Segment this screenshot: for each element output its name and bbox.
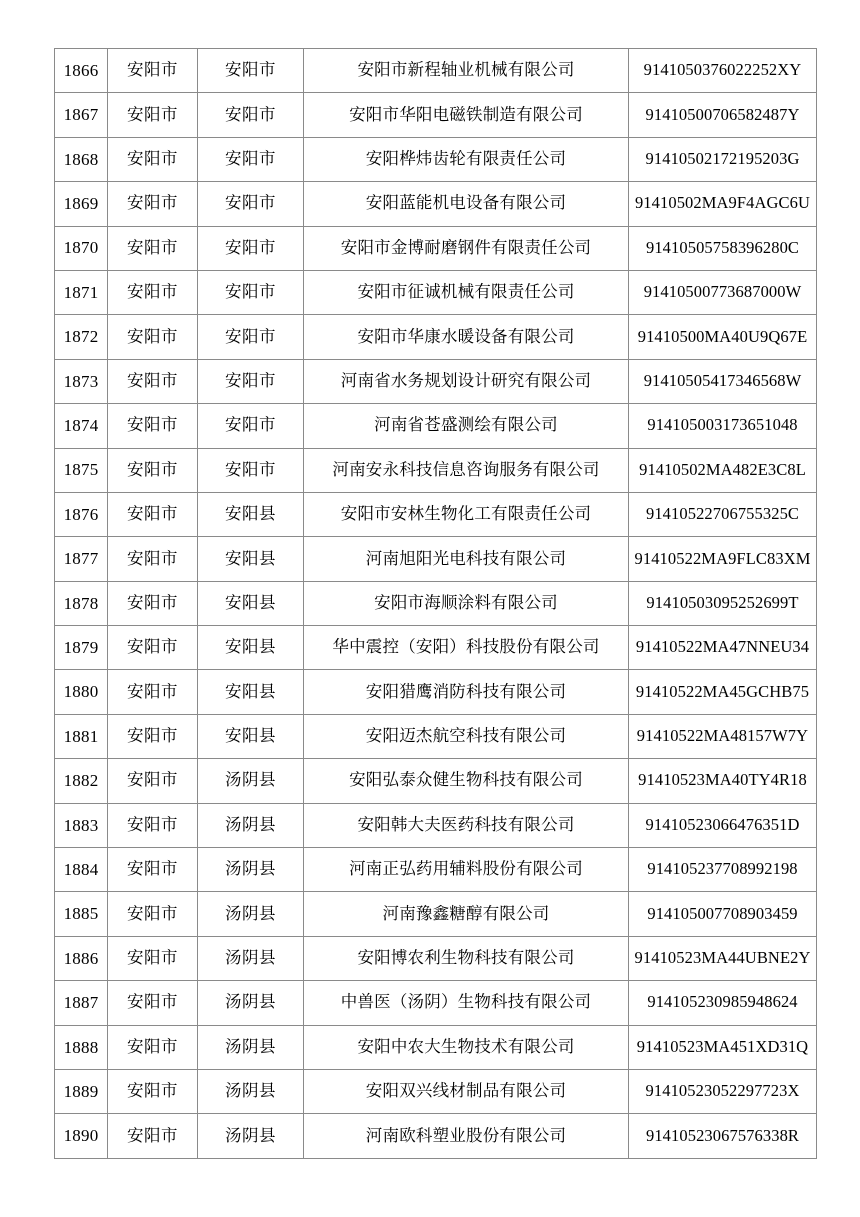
city-cell: 安阳市 — [108, 137, 198, 181]
table-row — [55, 848, 817, 892]
enterprise-name-cell: 河南欧科塑业股份有限公司 — [304, 1114, 629, 1158]
enterprise-name-cell: 安阳市征诚机械有限责任公司 — [304, 270, 629, 314]
city-cell: 安阳市 — [108, 1025, 198, 1069]
enterprise-name-cell: 安阳迈杰航空科技有限公司 — [304, 714, 629, 758]
county-cell: 汤阴县 — [198, 981, 304, 1025]
county-cell: 安阳县 — [198, 581, 304, 625]
table-row — [55, 537, 817, 581]
table-row — [55, 714, 817, 758]
table-row — [55, 803, 817, 847]
credit-code-cell: 91410522MA9FLC83XM — [629, 537, 817, 581]
row-index-cell: 1882 — [55, 759, 108, 803]
table-container — [54, 48, 816, 1159]
credit-code-cell: 91410522MA48157W7Y — [629, 714, 817, 758]
table-row — [55, 1114, 817, 1158]
enterprise-name-cell: 河南安永科技信息咨询服务有限公司 — [304, 448, 629, 492]
credit-code-cell: 91410523066476351D — [629, 803, 817, 847]
city-cell: 安阳市 — [108, 359, 198, 403]
table-row — [55, 93, 817, 137]
county-cell: 安阳市 — [198, 315, 304, 359]
county-cell: 安阳市 — [198, 404, 304, 448]
city-cell: 安阳市 — [108, 936, 198, 980]
city-cell: 安阳市 — [108, 803, 198, 847]
row-index-cell: 1888 — [55, 1025, 108, 1069]
credit-code-cell: 91410500773687000W — [629, 270, 817, 314]
credit-code-cell: 914105003173651048 — [629, 404, 817, 448]
credit-code-cell: 91410503095252699T — [629, 581, 817, 625]
row-index-cell: 1880 — [55, 670, 108, 714]
table-row — [55, 626, 817, 670]
enterprise-name-cell: 安阳市华阳电磁铁制造有限公司 — [304, 93, 629, 137]
county-cell: 安阳县 — [198, 714, 304, 758]
city-cell: 安阳市 — [108, 714, 198, 758]
row-index-cell: 1885 — [55, 892, 108, 936]
enterprise-name-cell: 安阳市华康水暖设备有限公司 — [304, 315, 629, 359]
enterprise-name-cell: 安阳市金博耐磨钢件有限责任公司 — [304, 226, 629, 270]
city-cell: 安阳市 — [108, 182, 198, 226]
enterprise-name-cell: 安阳市新程轴业机械有限公司 — [304, 49, 629, 93]
enterprise-name-cell: 河南豫鑫糖醇有限公司 — [304, 892, 629, 936]
credit-code-cell: 91410522MA47NNEU34 — [629, 626, 817, 670]
table-row — [55, 182, 817, 226]
enterprise-registry-table — [54, 48, 817, 1159]
county-cell: 汤阴县 — [198, 1025, 304, 1069]
row-index-cell: 1884 — [55, 848, 108, 892]
table-row — [55, 492, 817, 536]
credit-code-cell: 9141050376022252XY — [629, 49, 817, 93]
table-body — [55, 49, 817, 1159]
enterprise-name-cell: 安阳蓝能机电设备有限公司 — [304, 182, 629, 226]
table-row — [55, 137, 817, 181]
table-row — [55, 404, 817, 448]
city-cell: 安阳市 — [108, 270, 198, 314]
credit-code-cell: 914105230985948624 — [629, 981, 817, 1025]
credit-code-cell: 91410523067576338R — [629, 1114, 817, 1158]
enterprise-name-cell: 安阳市安林生物化工有限责任公司 — [304, 492, 629, 536]
enterprise-name-cell: 安阳猎鹰消防科技有限公司 — [304, 670, 629, 714]
row-index-cell: 1878 — [55, 581, 108, 625]
city-cell: 安阳市 — [108, 49, 198, 93]
row-index-cell: 1887 — [55, 981, 108, 1025]
county-cell: 汤阴县 — [198, 848, 304, 892]
row-index-cell: 1868 — [55, 137, 108, 181]
credit-code-cell: 91410502MA9F4AGC6U — [629, 182, 817, 226]
county-cell: 安阳县 — [198, 492, 304, 536]
city-cell: 安阳市 — [108, 492, 198, 536]
credit-code-cell: 91410500MA40U9Q67E — [629, 315, 817, 359]
enterprise-name-cell: 安阳弘泰众健生物科技有限公司 — [304, 759, 629, 803]
row-index-cell: 1877 — [55, 537, 108, 581]
county-cell: 安阳县 — [198, 670, 304, 714]
credit-code-cell: 91410522MA45GCHB75 — [629, 670, 817, 714]
table-row — [55, 1069, 817, 1113]
credit-code-cell: 91410523052297723X — [629, 1069, 817, 1113]
table-row — [55, 581, 817, 625]
county-cell: 安阳市 — [198, 270, 304, 314]
enterprise-name-cell: 安阳市海顺涂料有限公司 — [304, 581, 629, 625]
enterprise-name-cell: 安阳双兴线材制品有限公司 — [304, 1069, 629, 1113]
row-index-cell: 1872 — [55, 315, 108, 359]
enterprise-name-cell: 河南正弘药用辅料股份有限公司 — [304, 848, 629, 892]
credit-code-cell: 91410505417346568W — [629, 359, 817, 403]
county-cell: 汤阴县 — [198, 1114, 304, 1158]
county-cell: 安阳市 — [198, 226, 304, 270]
row-index-cell: 1890 — [55, 1114, 108, 1158]
row-index-cell: 1883 — [55, 803, 108, 847]
city-cell: 安阳市 — [108, 404, 198, 448]
county-cell: 安阳市 — [198, 182, 304, 226]
table-row — [55, 270, 817, 314]
table-row — [55, 226, 817, 270]
city-cell: 安阳市 — [108, 892, 198, 936]
city-cell: 安阳市 — [108, 537, 198, 581]
county-cell: 安阳县 — [198, 626, 304, 670]
credit-code-cell: 91410523MA40TY4R18 — [629, 759, 817, 803]
county-cell: 汤阴县 — [198, 892, 304, 936]
county-cell: 汤阴县 — [198, 759, 304, 803]
city-cell: 安阳市 — [108, 626, 198, 670]
enterprise-name-cell: 华中震控（安阳）科技股份有限公司 — [304, 626, 629, 670]
table-row — [55, 315, 817, 359]
table-row — [55, 448, 817, 492]
credit-code-cell: 91410502MA482E3C8L — [629, 448, 817, 492]
table-row — [55, 359, 817, 403]
table-row — [55, 892, 817, 936]
row-index-cell: 1889 — [55, 1069, 108, 1113]
city-cell: 安阳市 — [108, 1069, 198, 1113]
enterprise-name-cell: 河南省苍盛测绘有限公司 — [304, 404, 629, 448]
city-cell: 安阳市 — [108, 93, 198, 137]
row-index-cell: 1875 — [55, 448, 108, 492]
county-cell: 安阳市 — [198, 137, 304, 181]
credit-code-cell: 91410523MA451XD31Q — [629, 1025, 817, 1069]
city-cell: 安阳市 — [108, 981, 198, 1025]
credit-code-cell: 91410505758396280C — [629, 226, 817, 270]
table-row — [55, 981, 817, 1025]
county-cell: 安阳县 — [198, 537, 304, 581]
row-index-cell: 1871 — [55, 270, 108, 314]
row-index-cell: 1869 — [55, 182, 108, 226]
enterprise-name-cell: 安阳博农利生物科技有限公司 — [304, 936, 629, 980]
enterprise-name-cell: 河南省水务规划设计研究有限公司 — [304, 359, 629, 403]
county-cell: 安阳市 — [198, 359, 304, 403]
row-index-cell: 1886 — [55, 936, 108, 980]
table-row — [55, 670, 817, 714]
table-row — [55, 759, 817, 803]
city-cell: 安阳市 — [108, 759, 198, 803]
credit-code-cell: 914105007708903459 — [629, 892, 817, 936]
city-cell: 安阳市 — [108, 448, 198, 492]
credit-code-cell: 914105237708992198 — [629, 848, 817, 892]
enterprise-name-cell: 安阳中农大生物技术有限公司 — [304, 1025, 629, 1069]
city-cell: 安阳市 — [108, 315, 198, 359]
table-row — [55, 936, 817, 980]
table-row — [55, 1025, 817, 1069]
credit-code-cell: 91410522706755325C — [629, 492, 817, 536]
county-cell: 安阳市 — [198, 448, 304, 492]
credit-code-cell: 91410502172195203G — [629, 137, 817, 181]
row-index-cell: 1867 — [55, 93, 108, 137]
city-cell: 安阳市 — [108, 581, 198, 625]
enterprise-name-cell: 中兽医（汤阴）生物科技有限公司 — [304, 981, 629, 1025]
row-index-cell: 1866 — [55, 49, 108, 93]
county-cell: 汤阴县 — [198, 803, 304, 847]
city-cell: 安阳市 — [108, 670, 198, 714]
city-cell: 安阳市 — [108, 226, 198, 270]
county-cell: 安阳市 — [198, 49, 304, 93]
credit-code-cell: 91410500706582487Y — [629, 93, 817, 137]
row-index-cell: 1876 — [55, 492, 108, 536]
row-index-cell: 1870 — [55, 226, 108, 270]
enterprise-name-cell: 安阳桦炜齿轮有限责任公司 — [304, 137, 629, 181]
enterprise-name-cell: 安阳韩大夫医药科技有限公司 — [304, 803, 629, 847]
county-cell: 汤阴县 — [198, 936, 304, 980]
credit-code-cell: 91410523MA44UBNE2Y — [629, 936, 817, 980]
row-index-cell: 1879 — [55, 626, 108, 670]
county-cell: 安阳市 — [198, 93, 304, 137]
table-row — [55, 49, 817, 93]
enterprise-name-cell: 河南旭阳光电科技有限公司 — [304, 537, 629, 581]
row-index-cell: 1874 — [55, 404, 108, 448]
city-cell: 安阳市 — [108, 848, 198, 892]
row-index-cell: 1873 — [55, 359, 108, 403]
city-cell: 安阳市 — [108, 1114, 198, 1158]
row-index-cell: 1881 — [55, 714, 108, 758]
county-cell: 汤阴县 — [198, 1069, 304, 1113]
